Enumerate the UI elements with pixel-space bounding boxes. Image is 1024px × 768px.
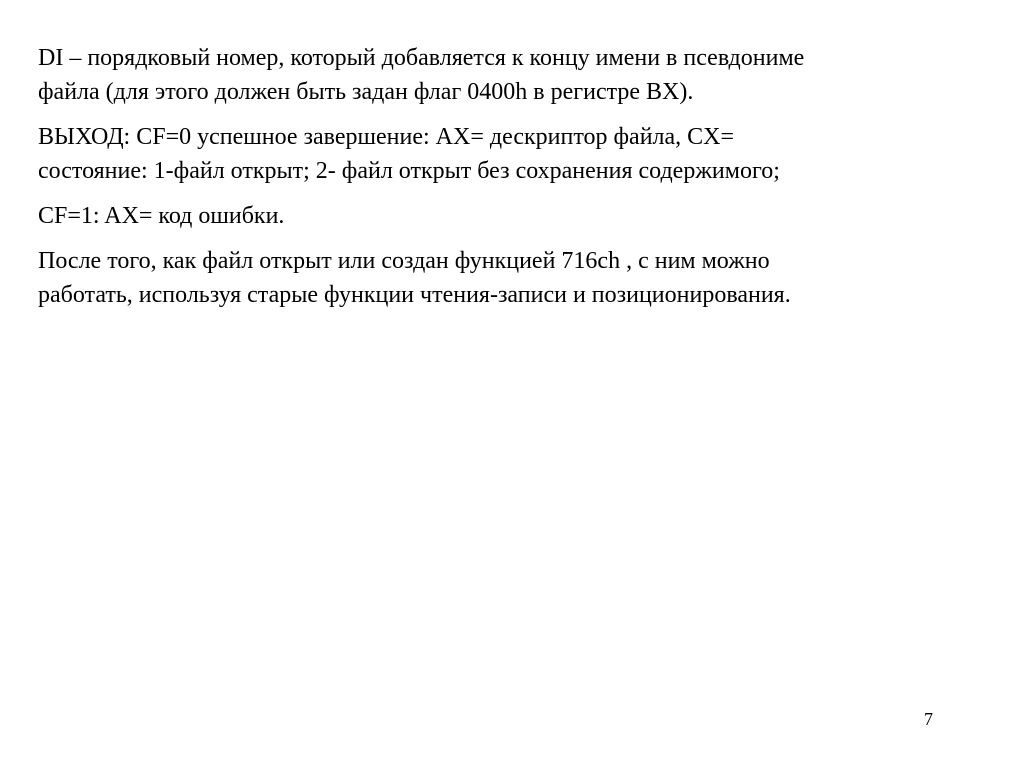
text-line: работать, используя старые функции чтения-записи и позиционирования. — [38, 282, 791, 308]
paragraph-di-description — [38, 41, 978, 109]
paragraph-output-error — [38, 199, 978, 233]
text-line: файла (для этого должен быть задан флаг 0400h в регистре BX). — [38, 79, 694, 105]
text-line: ВЫХОД: CF=0 успешное завершение: AX= дескриптор файла, CX= — [38, 124, 735, 150]
page-number: 7 — [924, 709, 933, 729]
text-line: DI – порядковый номер, который добавляется к концу имени в псевдониме — [38, 45, 805, 71]
text-line: CF=1: AX= код ошибки. — [38, 203, 285, 229]
paragraph-usage-note — [38, 244, 978, 312]
text-line: состояние: 1-файл открыт; 2- файл открыт без сохранения содержимого; — [38, 158, 780, 184]
slide-body — [38, 41, 978, 323]
paragraph-output-success — [38, 120, 978, 188]
text-line: После того, как файл открыт или создан функцией 716ch , с ним можно — [38, 248, 770, 274]
